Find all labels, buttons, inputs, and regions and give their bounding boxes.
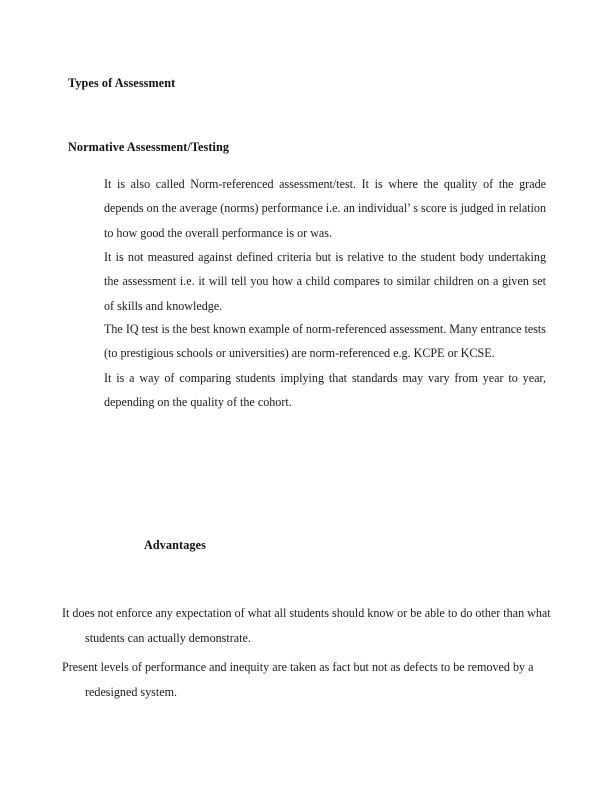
section-heading-advantages: Advantages (144, 538, 206, 553)
body-paragraph: The IQ test is the best known example of norm-referenced assessment. Many entrance tests (to prestigious schools or universities) are norm-referenced e.g. KCPE or KCSE. (104, 322, 546, 361)
advantage-paragraph: It does not enforce any expectation of what all students should know or be able to do other than what students can actually demonstrate. (62, 606, 551, 646)
body-paragraph: It is a way of comparing students implying that standards may vary from year to year, depending on the quality of the cohort. (104, 371, 546, 410)
advantage-paragraph: Present levels of performance and inequity are taken as fact but not as defects to be removed by a redesigned system. (62, 660, 534, 700)
section-heading-normative-assessment: Normative Assessment/Testing (68, 140, 230, 155)
body-paragraph: It is not measured against defined criteria but is relative to the student body undertaking the assessment i.e. it will tell you how a child compares to similar children on a given set of skills and knowledge. (104, 250, 546, 313)
page-title: Types of Assessment (68, 76, 176, 91)
body-paragraph: It is also called Norm-referenced assessment/test. It is where the quality of the grade depends on the average (norms) performance i.e. an individual’ s score is judged in relation to how good the overall performance is or was. (104, 177, 546, 240)
